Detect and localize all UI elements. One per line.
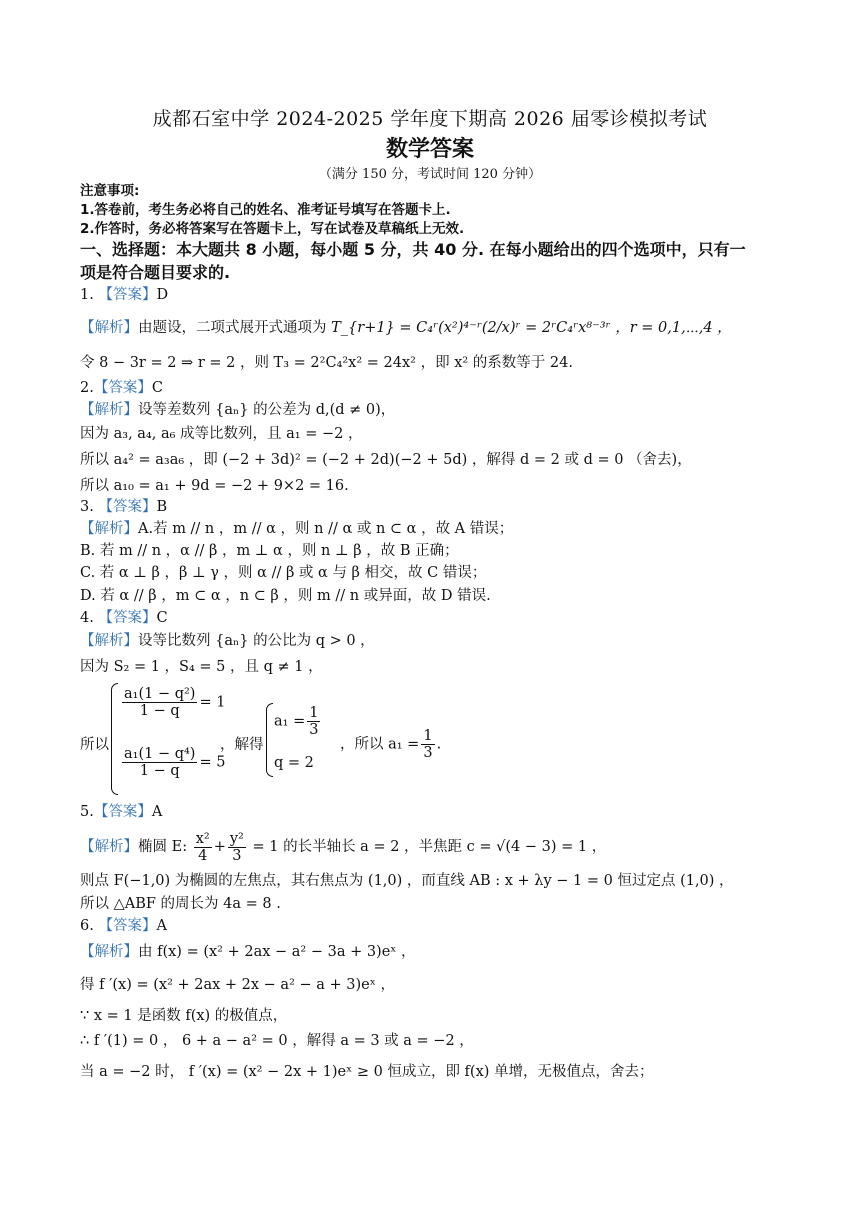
exam-note: （满分 150 分，考试时间 120 分钟） bbox=[318, 167, 542, 182]
q3-text-1: A.若 m // n ，m // α ，则 n // α 或 n ⊂ α ，故 A 错误； bbox=[138, 521, 514, 537]
q5-x-numerator: x² bbox=[195, 830, 210, 847]
q4-number: 4. bbox=[80, 610, 94, 626]
analysis-tag: 【解析】 bbox=[80, 402, 138, 418]
q6-analysis-line-2: 得 f ′(x) = (x² + 2ax + 2x − a² − a + 3)eˣ ， bbox=[80, 977, 395, 993]
q4-eq2-denominator: 1 − q bbox=[139, 763, 180, 779]
q4-so-label: 所以 bbox=[80, 737, 109, 753]
q4-solution-brace bbox=[266, 703, 273, 777]
q4-result-denominator: 3 bbox=[423, 745, 433, 761]
notice-item-2: 2.作答时，务必将答案写在答题卡上，写在试卷及草稿纸上无效. bbox=[80, 221, 465, 237]
q1-text: 由题设，二项式展开式通项为 bbox=[138, 320, 332, 336]
q3-answer: B bbox=[156, 499, 168, 515]
q4-sol1-denominator: 3 bbox=[309, 722, 319, 738]
q2-analysis-line-3: 所以 a₄² = a₃a₆ ，即 (−2 + 3d)² = (−2 + 2d)(−2 + 5d) ，解得 d = 2 或 d = 0 （舍去)， bbox=[80, 452, 692, 468]
q4-solution-2: q = 2 bbox=[274, 755, 314, 771]
q6-analysis-line-5: 当 a = −2 时， f ′(x) = (x² − 2x + 1)eˣ ≥ 0 恒成立，即 f(x) 单增，无极值点，舍去； bbox=[80, 1064, 654, 1080]
q4-text-1: 设等比数列 {aₙ} 的公比为 q > 0 ， bbox=[138, 633, 375, 649]
q5-ellipse-label: 椭圆 E: bbox=[138, 839, 188, 855]
q5-answer: A bbox=[151, 804, 163, 820]
answer-tag: 【答案】 bbox=[93, 380, 152, 396]
q2-analysis-line-1 bbox=[80, 400, 820, 420]
answer-tag: 【答案】 bbox=[98, 610, 157, 626]
q3-analysis-line-3: C. 若 α ⊥ β ，β ⊥ γ ，则 α // β 或 α 与 β 相交，故 C 错误； bbox=[80, 565, 487, 581]
analysis-tag: 【解析】 bbox=[80, 944, 138, 960]
q3-analysis-line-4: D. 若 α // β ，m ⊂ α ，n ⊂ β ，则 m // n 或异面，故 D 错误. bbox=[80, 588, 491, 604]
exam-title: 成都石室中学 2024-2025 学年度下期高 2026 届零诊模拟考试 bbox=[152, 108, 708, 130]
q4-eq1-numerator: a₁(1 − q²) bbox=[124, 686, 196, 702]
q1-number: 1. bbox=[80, 287, 94, 303]
q3-number: 3. bbox=[80, 499, 94, 515]
q4-left-brace bbox=[111, 683, 118, 795]
q4-sol1-lhs: a₁ = bbox=[274, 713, 306, 730]
analysis-tag: 【解析】 bbox=[80, 521, 138, 537]
q4-eq1-denominator: 1 − q bbox=[139, 703, 180, 719]
q4-eq1-rhs: = 1 bbox=[199, 694, 226, 711]
q4-result bbox=[340, 728, 441, 761]
q4-solve-label: ，解得 bbox=[220, 737, 264, 753]
q6-answer-row bbox=[80, 916, 820, 936]
q1-answer-row bbox=[80, 285, 820, 305]
q4-solution-1 bbox=[274, 705, 322, 738]
q5-x-denominator: 4 bbox=[198, 847, 208, 864]
q4-eq2-rhs: = 5 bbox=[199, 754, 226, 771]
answer-tag: 【答案】 bbox=[98, 287, 157, 303]
q5-text-1: = 1 的长半轴长 a = 2 ，半焦距 c = √(4 − 3) = 1 ， bbox=[252, 839, 607, 855]
q5-y-denominator: 3 bbox=[232, 847, 242, 864]
q2-answer: C bbox=[151, 380, 163, 396]
q5-analysis-line-2: 则点 F(−1,0) 为椭圆的左焦点，其右焦点为 (1,0) ，而直线 AB : x + λy − 1 = 0 恒过定点 (1,0) ， bbox=[80, 873, 734, 889]
q4-result-lhs: ，所以 a₁ = bbox=[340, 736, 420, 753]
analysis-tag: 【解析】 bbox=[80, 320, 138, 336]
q5-plus: + bbox=[213, 839, 226, 855]
q4-analysis-line-2: 因为 S₂ = 1 ，S₄ = 5 ，且 q ≠ 1 ， bbox=[80, 659, 323, 675]
exam-subtitle: 数学答案 bbox=[385, 137, 474, 162]
q4-equation-1 bbox=[120, 686, 225, 719]
q4-answer-row bbox=[80, 608, 820, 628]
analysis-tag: 【解析】 bbox=[80, 839, 138, 855]
q3-analysis-line-2: B. 若 m // n ，α // β ，m ⊥ α ，则 n ⊥ β ，故 B 正确； bbox=[80, 543, 459, 559]
q2-text-1: 设等差数列 {aₙ} 的公差为 d,(d ≠ 0)， bbox=[138, 402, 396, 418]
q4-sol1-numerator: 1 bbox=[309, 705, 319, 721]
q4-analysis-line-1 bbox=[80, 631, 820, 651]
section-heading-line-1: 一、选择题：本大题共 8 小题，每小题 5 分，共 40 分. 在每小题给出的四个选项中，只有一 bbox=[80, 240, 746, 259]
answer-tag: 【答案】 bbox=[98, 918, 157, 934]
q4-eq2-numerator: a₁(1 − q⁴) bbox=[124, 746, 196, 762]
q6-text-1: 由 f(x) = (x² + 2ax − a² − 3a + 3)eˣ ， bbox=[138, 944, 416, 960]
q5-y-numerator: y² bbox=[229, 830, 244, 847]
q5-answer-row bbox=[80, 802, 820, 822]
q2-answer-row bbox=[80, 378, 820, 398]
q6-analysis-line-1 bbox=[80, 942, 820, 962]
notice-item-1: 1.答卷前，考生务必将自己的姓名、准考证号填写在答题卡上. bbox=[80, 202, 451, 218]
q4-answer: C bbox=[156, 610, 168, 626]
answer-tag: 【答案】 bbox=[93, 804, 152, 820]
q1-formula: T_{r+1} = C₄ʳ(x²)⁴⁻ʳ(2/x)ʳ = 2ʳC₄ʳx⁸⁻³ʳ ，r = 0,1,⋯,4 ， bbox=[331, 320, 732, 336]
q3-answer-row bbox=[80, 497, 820, 517]
q5-analysis-line-1 bbox=[80, 830, 820, 864]
q1-analysis-line-1 bbox=[80, 318, 820, 338]
q2-analysis-line-2: 因为 a₃, a₄, a₆ 成等比数列，且 a₁ = −2 ， bbox=[80, 426, 363, 442]
q6-number: 6. bbox=[80, 918, 94, 934]
q5-analysis-line-3: 所以 △ABF 的周长为 4a = 8 . bbox=[80, 896, 281, 912]
q2-analysis-line-4: 所以 a₁₀ = a₁ + 9d = −2 + 9×2 = 16. bbox=[80, 478, 349, 494]
q6-analysis-line-4: ∴ f ′(1) = 0 ， 6 + a − a² = 0 ，解得 a = 3 或 a = −2 ， bbox=[80, 1033, 474, 1049]
notice-heading: 注意事项: bbox=[80, 183, 140, 199]
q1-answer: D bbox=[156, 287, 169, 303]
q4-result-numerator: 1 bbox=[423, 728, 433, 744]
q1-analysis-line-2: 令 8 − 3r = 2 ⇒ r = 2 ，则 T₃ = 2²C₄²x² = 24x² ，即 x² 的系数等于 24. bbox=[80, 355, 573, 371]
q3-analysis-line-1 bbox=[80, 519, 820, 539]
q5-number: 5. bbox=[80, 804, 94, 820]
answer-tag: 【答案】 bbox=[98, 499, 157, 515]
q6-answer: A bbox=[156, 918, 167, 934]
q6-analysis-line-3: ∵ x = 1 是函数 f(x) 的极值点， bbox=[80, 1008, 288, 1024]
q4-result-end: . bbox=[436, 736, 442, 753]
q4-equation-2 bbox=[120, 746, 225, 779]
analysis-tag: 【解析】 bbox=[80, 633, 138, 649]
q2-number: 2. bbox=[80, 380, 94, 396]
section-heading-line-2: 项是符合题目要求的. bbox=[80, 263, 231, 282]
